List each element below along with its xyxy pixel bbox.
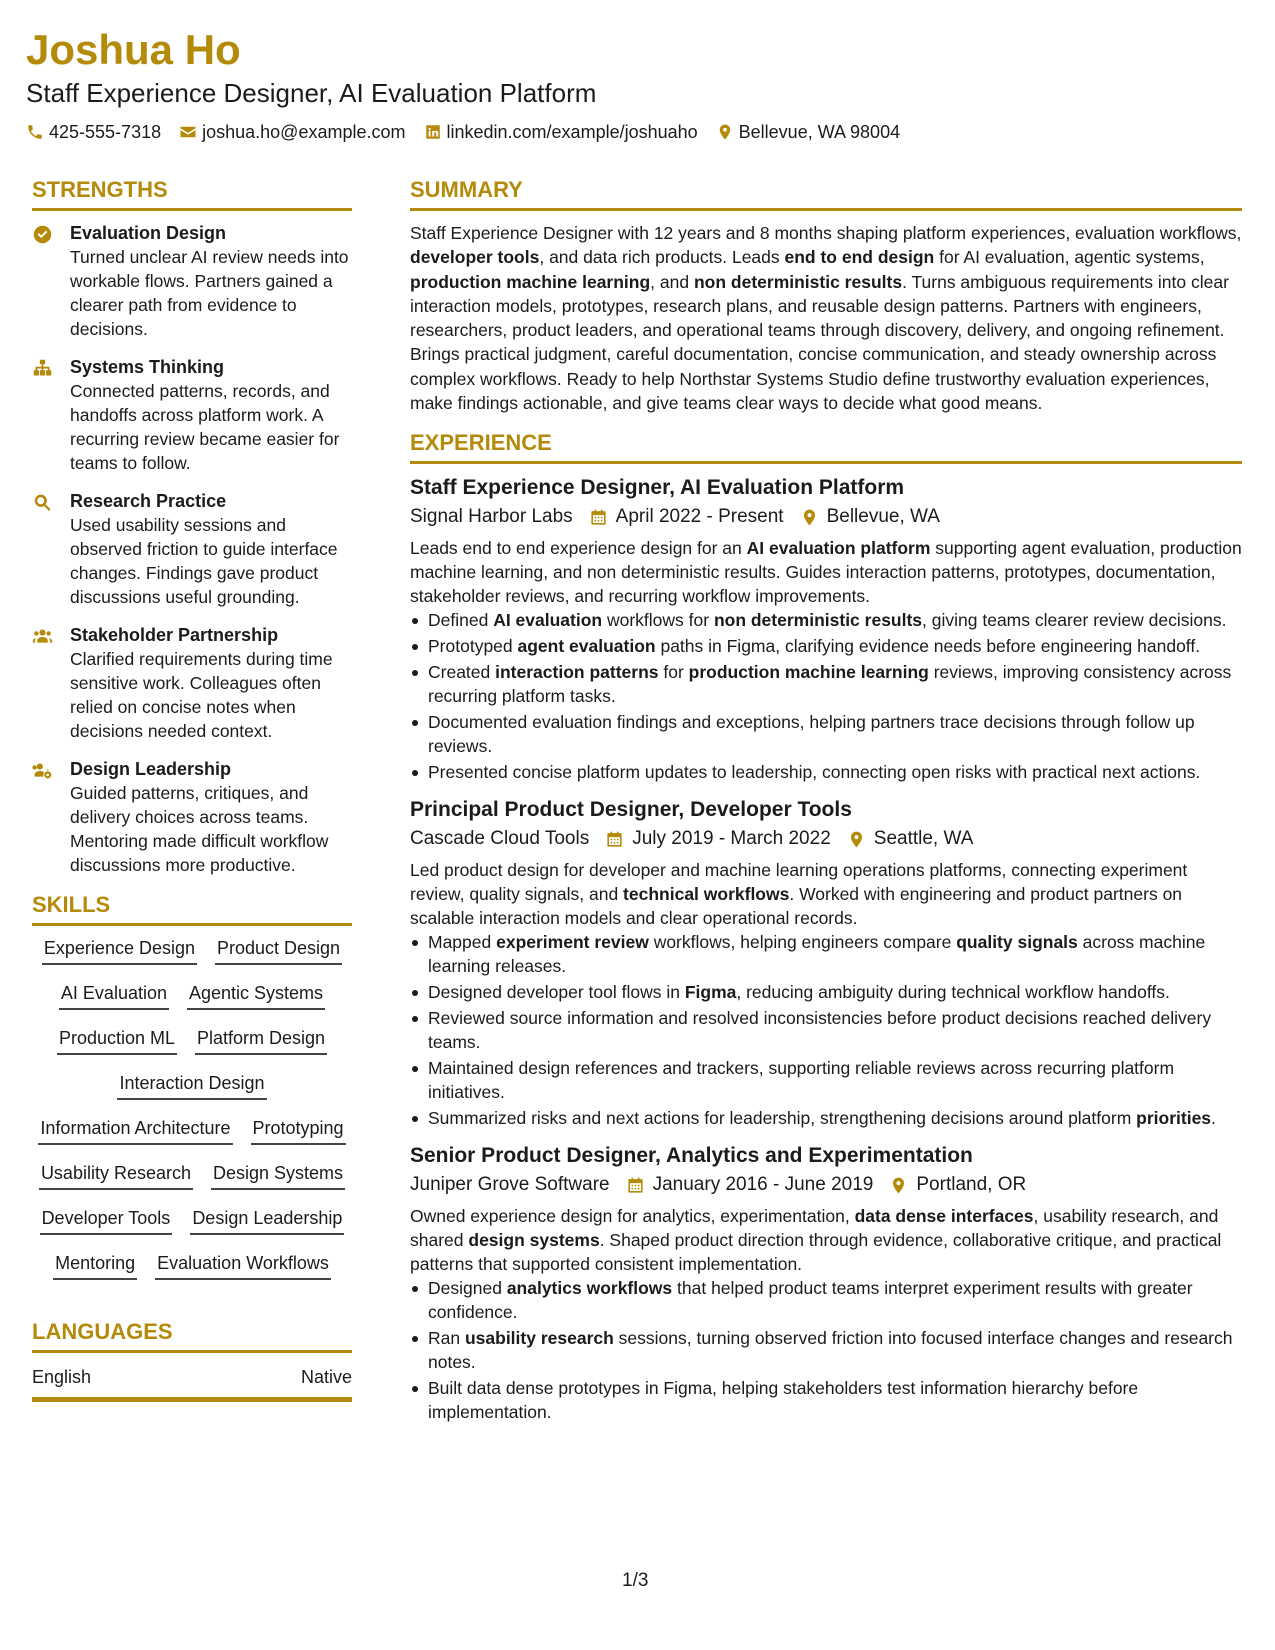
skill-tag: Design Leadership — [190, 1206, 344, 1235]
strengths-heading: STRENGTHS — [32, 176, 352, 211]
strength-title: Stakeholder Partnership — [70, 625, 279, 645]
strength-item — [32, 489, 352, 609]
envelope-icon — [179, 123, 197, 141]
contact-location — [716, 120, 900, 144]
skill-tag: Mentoring — [53, 1251, 137, 1280]
skill-tag: Platform Design — [195, 1026, 327, 1055]
location-text: Bellevue, WA 98004 — [738, 122, 901, 142]
strength-item — [32, 355, 352, 475]
candidate-role: Staff Experience Designer, AI Evaluation Platform — [26, 78, 597, 108]
experience-list — [410, 474, 1242, 1424]
contact-email[interactable] — [179, 120, 405, 144]
job-bullet: Maintained design references and trackers, supporting reliable reviews across recurring platform initiatives. — [410, 1056, 1242, 1104]
contact-phone[interactable] — [26, 120, 161, 144]
skill-tag: Evaluation Workflows — [155, 1251, 331, 1280]
page-number: 1/3 — [622, 1570, 649, 1591]
strength-title: Evaluation Design — [70, 223, 227, 243]
job-bullet: Ran usability research sessions, turning observed friction into focused interface changes and research notes. — [410, 1326, 1242, 1374]
job-bullet: Reviewed source information and resolved inconsistencies before product decisions reached delivery teams. — [410, 1006, 1242, 1054]
search-icon — [32, 492, 53, 513]
map-pin-icon — [889, 1176, 908, 1195]
skills-list — [32, 936, 352, 1280]
contact-linkedin[interactable] — [424, 120, 698, 144]
job-location: Seattle, WA — [873, 828, 974, 850]
skill-tag: Experience Design — [42, 936, 197, 965]
phone-icon — [26, 123, 44, 141]
job-bullet: Created interaction patterns for production machine learning reviews, improving consistency across recurring platform tasks. — [410, 660, 1242, 708]
job-bullet: Designed analytics workflows that helped product teams interpret experiment results with greater confidence. — [410, 1276, 1242, 1324]
linkedin-icon — [424, 123, 442, 141]
skill-tag: AI Evaluation — [59, 981, 169, 1010]
skill-tag: Agentic Systems — [187, 981, 325, 1010]
calendar-icon — [605, 830, 624, 849]
job-title: Senior Product Designer, Analytics and Experimentation — [410, 1144, 973, 1168]
language-row — [32, 1359, 352, 1402]
skill-tag: Production ML — [57, 1026, 177, 1055]
job-dates: July 2019 - March 2022 — [632, 828, 831, 850]
job-bullets — [410, 930, 1242, 1130]
job-entry — [410, 474, 1242, 784]
language-name: English — [32, 1367, 92, 1387]
resume-header — [26, 24, 1246, 144]
calendar-icon — [589, 508, 608, 527]
job-company: Signal Harbor Labs — [410, 506, 573, 528]
check-circle-icon — [32, 224, 53, 245]
strength-description: Guided patterns, critiques, and delivery choices across teams. Mentoring made difficult workflow discussions more productive. — [70, 783, 329, 875]
strengths-list — [32, 221, 352, 877]
language-level: Native — [300, 1367, 352, 1387]
job-location: Portland, OR — [916, 1174, 1027, 1196]
job-dates: April 2022 - Present — [615, 506, 784, 528]
job-entry — [410, 1142, 1242, 1424]
experience-heading: EXPERIENCE — [410, 429, 1242, 464]
job-description: Owned experience design for analytics, experimentation, data dense interfaces, usability research, and shared design systems. Shaped product direction through evidence, collaborative critique, and practical patterns that supported consistent implementation. — [410, 1206, 1222, 1275]
calendar-icon — [626, 1176, 645, 1195]
strength-item — [32, 221, 352, 341]
skill-tag: Usability Research — [39, 1161, 193, 1190]
languages-heading: LANGUAGES — [32, 1318, 352, 1353]
strength-item — [32, 623, 352, 743]
job-bullet: Summarized risks and next actions for leadership, strengthening decisions around platform priorities. — [410, 1106, 1242, 1130]
job-bullet: Built data dense prototypes in Figma, helping stakeholders test information hierarchy before implementation. — [410, 1376, 1242, 1424]
job-bullet: Mapped experiment review workflows, helping engineers compare quality signals across machine learning releases. — [410, 930, 1242, 978]
job-description: Led product design for developer and machine learning operations platforms, connecting experiment review, quality signals, and technical workflows. Worked with engineering and product partners on scalable interaction models and clear operational records. — [410, 860, 1188, 929]
skill-tag: Developer Tools — [40, 1206, 173, 1235]
skill-tag: Information Architecture — [38, 1116, 232, 1145]
strength-description: Used usability sessions and observed friction to guide interface changes. Findings gave product discussions useful grounding. — [70, 515, 338, 607]
skill-tag: Interaction Design — [117, 1071, 266, 1100]
contact-row — [26, 120, 1246, 144]
map-pin-icon — [716, 123, 734, 141]
job-title: Staff Experience Designer, AI Evaluation Platform — [410, 476, 905, 500]
strength-title: Systems Thinking — [70, 357, 225, 377]
job-entry — [410, 796, 1242, 1130]
job-company: Juniper Grove Software — [410, 1174, 610, 1196]
left-column — [32, 176, 352, 1402]
strength-item — [32, 757, 352, 877]
skill-tag: Prototyping — [251, 1116, 346, 1145]
job-dates: January 2016 - June 2019 — [652, 1174, 874, 1196]
summary-text: Staff Experience Designer with 12 years and 8 months shaping platform experiences, evaluation workflows, developer tools, and data rich products. Leads end to end design for AI evaluation, agentic systems, production machine learning, and non deterministic results. Turns ambiguous requirements into clear interaction models, prototypes, research plans, and reusable design patterns. Partners with engineers, researchers, product leaders, and operational teams through discovery, delivery, and ongoing refinement. Brings practical judgment, careful documentation, concise communication, and steady ownership across complex workflows. Ready to help Northstar Systems Studio define trustworthy evaluation experiences, make findings actionable, and give teams clear ways to decide what good means. — [410, 223, 1242, 414]
users-icon — [32, 626, 53, 647]
email-text: joshua.ho@example.com — [202, 122, 406, 142]
sitemap-icon — [32, 358, 53, 379]
strength-description: Turned unclear AI review needs into workable flows. Partners gained a clearer path from evidence to decisions. — [70, 247, 349, 339]
job-bullet: Designed developer tool flows in Figma, reducing ambiguity during technical workflow handoffs. — [410, 980, 1242, 1004]
strength-title: Research Practice — [70, 491, 227, 511]
job-bullet: Prototyped agent evaluation paths in Figma, clarifying evidence needs before engineering handoff. — [410, 634, 1242, 658]
summary-heading: SUMMARY — [410, 176, 1242, 211]
map-pin-icon — [847, 830, 866, 849]
skill-tag: Design Systems — [211, 1161, 345, 1190]
strength-description: Connected patterns, records, and handoffs across platform work. A recurring review became easier for teams to follow. — [70, 381, 340, 473]
skills-heading: SKILLS — [32, 891, 352, 926]
job-company: Cascade Cloud Tools — [410, 828, 590, 850]
job-title: Principal Product Designer, Developer Tools — [410, 798, 852, 822]
linkedin-text: linkedin.com/example/joshuaho — [446, 122, 698, 142]
job-bullet: Presented concise platform updates to leadership, connecting open risks with practical next actions. — [410, 760, 1242, 784]
strength-description: Clarified requirements during time sensitive work. Colleagues often relied on concise notes when decisions needed context. — [70, 649, 333, 741]
job-meta — [410, 502, 1242, 532]
job-bullet: Defined AI evaluation workflows for non deterministic results, giving teams clearer review decisions. — [410, 608, 1242, 632]
phone-text: 425-555-7318 — [49, 122, 162, 142]
skill-tag: Product Design — [215, 936, 342, 965]
candidate-name: Joshua Ho — [26, 26, 241, 73]
map-pin-icon — [800, 508, 819, 527]
job-bullets — [410, 608, 1242, 784]
job-bullets — [410, 1276, 1242, 1424]
job-description: Leads end to end experience design for an AI evaluation platform supporting agent evaluation, production machine learning, and non deterministic results. Guides interaction patterns, prototypes, documentation, stakeholder reviews, and recurring workflow improvements. — [410, 538, 1242, 607]
strength-title: Design Leadership — [70, 759, 232, 779]
job-meta — [410, 824, 1242, 854]
job-location: Bellevue, WA — [826, 506, 940, 528]
job-bullet: Documented evaluation findings and exceptions, helping partners trace decisions through follow up reviews. — [410, 710, 1242, 758]
job-meta — [410, 1170, 1242, 1200]
right-column — [410, 176, 1242, 1436]
users-cog-icon — [32, 760, 53, 781]
